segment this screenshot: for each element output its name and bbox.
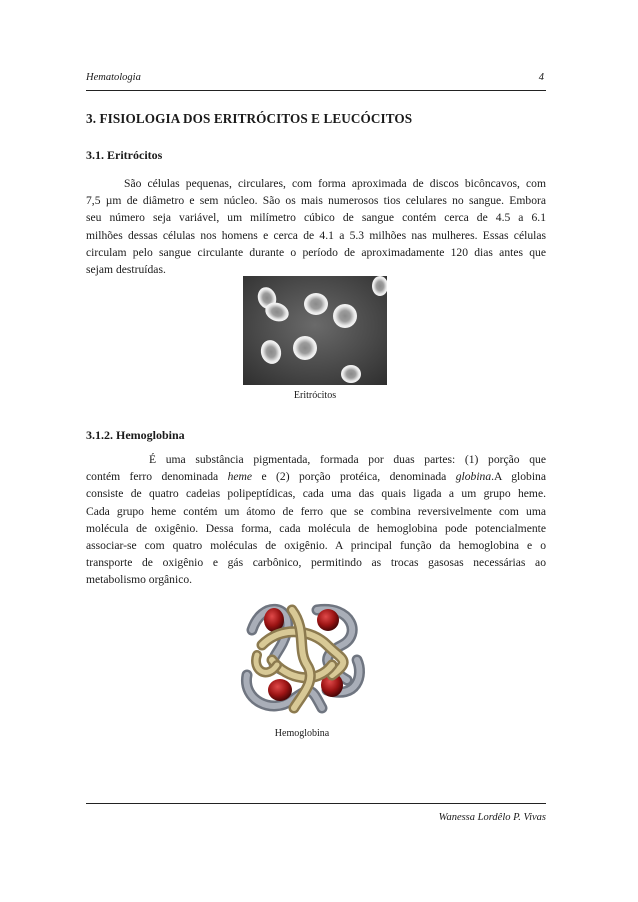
paragraph-line: milhões dessas células nos homens e cerca de 4.1 a 5.3 milhões nas mulheres. Essas células [86, 228, 546, 242]
footer-author: Wanessa Lordêlo P. Vivas [438, 812, 546, 823]
paragraph-line: associar-se com quatro moléculas de oxigênio. A principal função da hemoglobina e o [86, 539, 546, 553]
paragraph-line: metabolismo orgânico. [86, 573, 193, 587]
paragraph-line: circulam pelo sangue circulante durante o período de aproximadamente 120 dias antes que [86, 245, 546, 259]
subsection-heading-hemoglobina: 3.1.2. Hemoglobina [86, 428, 185, 442]
hemoglobina-paragraph [86, 451, 546, 589]
footer-rule [86, 803, 546, 804]
paragraph-line: Cada grupo heme contém um átomo de ferro que se combina reversivelmente com uma [86, 504, 546, 518]
hemoglobin-image [232, 590, 372, 722]
header-title: Hematologia [86, 72, 141, 83]
page-header [86, 72, 546, 88]
line-text: e (2) porção protéica, denominada [252, 470, 456, 484]
paragraph-line: sejam destruídas. [86, 263, 166, 277]
page-number: 4 [538, 72, 544, 83]
paragraph-line: consiste de quatro cadeias polipeptídicas, cada uma das quais ligada a um grupo heme. [86, 487, 546, 501]
subsection-heading-eritrocitos: 3.1. Eritrócitos [86, 148, 163, 162]
paragraph-line: É uma substância pigmentada, formada por duas partes: (1) porção que [149, 453, 546, 466]
paragraph-line: molécula de oxigênio. Dessa forma, cada molécula de hemoglobina pode potencialmente [86, 521, 546, 535]
eritrocitos-paragraph [86, 175, 546, 278]
paragraph-line: transporte de oxigênio e gás carbônico, permitindo as trocas gasosas necessárias ao [86, 556, 546, 570]
paragraph-line [86, 468, 546, 485]
paragraph-line: 7,5 µm de diâmetro e sem núcleo. São os mais numerosos tios celulares no sangue. Embora [86, 194, 546, 208]
section-heading: 3. FISIOLOGIA DOS ERITRÓCITOS E LEUCÓCITOS [86, 111, 413, 126]
paragraph-line: seu número seja variável, um milímetro cúbico de sangue contém cerca de 4.5 a 6.1 [86, 211, 546, 225]
paragraph-line: São células pequenas, circulares, com forma aproximada de discos bicôncavos, com [124, 177, 546, 190]
term-globina: globina [455, 470, 492, 484]
erythrocytes-image [243, 276, 387, 385]
erythrocytes-caption: Eritrócitos [293, 390, 337, 401]
term-heme: heme [227, 470, 253, 484]
header-rule [86, 90, 546, 91]
line-text: contém ferro denominada [86, 470, 228, 484]
line-text: .A globina [491, 470, 546, 484]
hemoglobin-caption: Hemoglobina [274, 728, 330, 739]
